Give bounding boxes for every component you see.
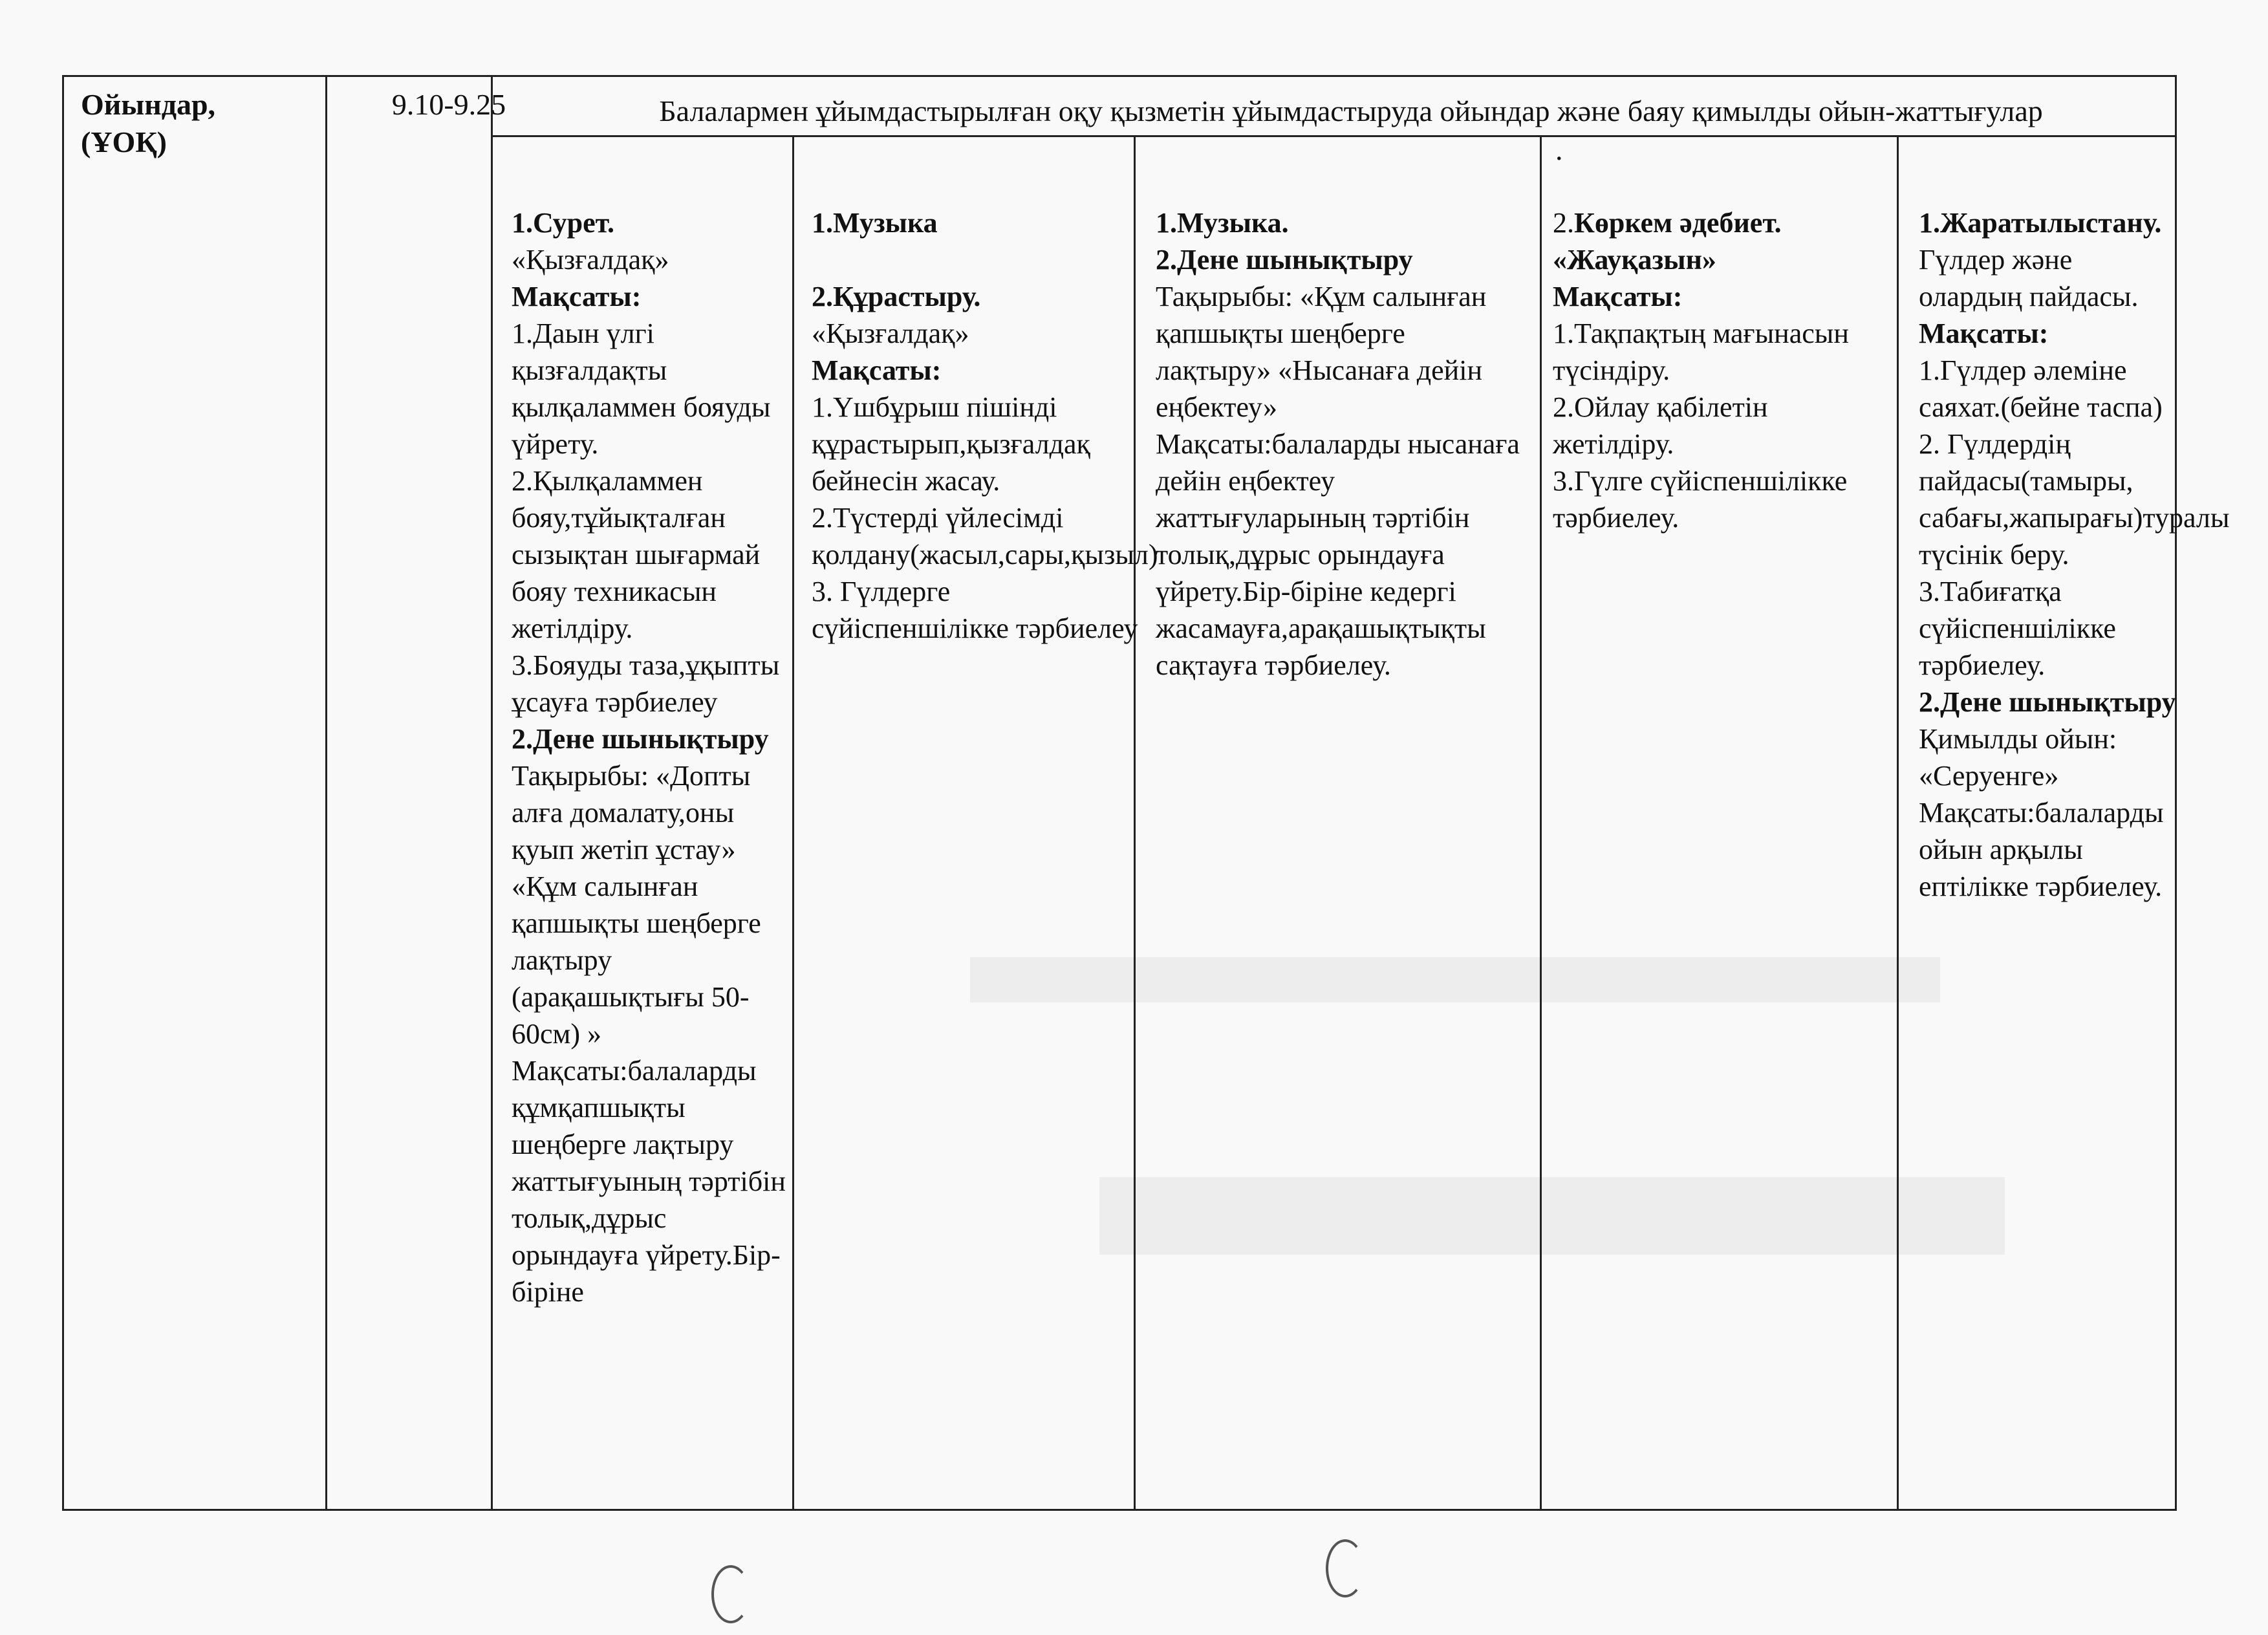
section-text: Тақырыбы: «Допты алға домалату,оны қуып жетіп ұстау» «Құм салынған қапшықты шеңберге лақтыру (арақашықтығы 50-60см) » Мақсаты:балаларды құмқапшықты шеңберге лақтыру жаттығуының тәртібін толық,дұрыс орындауға үйрету.Бір-біріне bbox=[512, 760, 786, 1308]
section-prefix: 2. bbox=[1553, 207, 1574, 239]
section-text: 1.Тақпақтың мағынасын түсіндіру. 2.Ойлау қабілетін жетілдіру. 3.Гүлге сүйіспеншілікке тәрбиелеу. bbox=[1553, 318, 1849, 534]
binder-hole-mark bbox=[1326, 1539, 1365, 1597]
header-divider bbox=[491, 135, 2175, 137]
section-heading: 1.Жаратылыстану. bbox=[1919, 207, 2162, 239]
day-column-2 bbox=[812, 168, 1158, 647]
section-text: Гүлдер және олардың пайдасы. bbox=[1919, 244, 2139, 312]
section-heading: 1.Музыка bbox=[812, 207, 938, 239]
time-slot: 9.10-9.25 bbox=[391, 88, 506, 121]
section-heading: Көркем әдебиет. «Жауқазын» Мақсаты: bbox=[1553, 207, 1782, 312]
section-text: Тақырыбы: «Құм салынған қапшықты шеңберге лақтыру» «Нысанаға дейін еңбектеу» Мақсаты:балаларды нысанаға дейін еңбектеу жаттығуларының тәртібін толық,дұрыс орындауға үйрету.Бір-біріне кедергі жасамауға,арақашықтықты сақтауға тәрбиелеу. bbox=[1156, 281, 1520, 681]
section-heading: 2.Дене шынықтыру bbox=[1919, 686, 2176, 718]
column-divider bbox=[1897, 135, 1899, 1509]
schedule-table bbox=[62, 75, 2230, 1511]
stray-dot: . bbox=[1555, 133, 1563, 166]
section-text: 1.Даын үлгі қызғалдақты қылқаламмен бояуды үйрету. 2.Қылқаламмен бояу,тұйықталған сызықтан шығармай бояу техникасын жетілдіру. 3.Бояуды таза,ұқыпты ұсауға тәрбиелеу bbox=[512, 318, 780, 718]
section-text: 1.Гүлдер әлеміне саяхат.(бейне таспа) 2. Гүлдердің пайдасы(тамыры, сабағы,жапырағы)туралы түсінік беру. 3.Табиғатқа сүйіспеншілікке тәрбиелеу. bbox=[1919, 354, 2230, 681]
day-column-5 bbox=[1919, 168, 2230, 905]
section-text: Қимылды ойын: «Серуенге» Мақсаты:балаларды ойын арқылы ептілікке тәрбиелеу. bbox=[1919, 723, 2164, 902]
section-heading: 2.Құрастыру. bbox=[812, 281, 981, 312]
column-divider bbox=[325, 77, 327, 1509]
column-divider bbox=[491, 77, 493, 1509]
section-heading: Мақсаты: bbox=[1919, 318, 2049, 349]
activity-header: Балалармен ұйымдастырылған оқу қызметін ұйымдастыруда ойындар және баяу қимылды ойын-жаттығулар bbox=[659, 94, 2043, 127]
day-column-4 bbox=[1553, 168, 1889, 536]
section-heading: Мақсаты: bbox=[812, 354, 942, 386]
day-column-1 bbox=[512, 168, 790, 1310]
section-heading: 1.Сурет. bbox=[512, 207, 614, 239]
column-divider bbox=[1540, 135, 1542, 1509]
section-heading: 1.Музыка. 2.Дене шынықтыру bbox=[1156, 207, 1413, 276]
section-text: «Қызғалдақ» bbox=[812, 318, 969, 349]
row-title: Ойындар, (ҰОҚ) bbox=[81, 88, 216, 158]
section-text: 1.Үшбұрыш пішінді құрастырып,қызғалдақ бейнесін жасау. 2.Түстерді үйлесімді қолдану(жасыл,сары,қызыл) 3. Гүлдерге сүйіспеншілікке тәрбиелеу bbox=[812, 391, 1158, 644]
column-divider bbox=[792, 135, 794, 1509]
day-column-3 bbox=[1156, 168, 1524, 684]
section-heading: Мақсаты: bbox=[512, 281, 642, 312]
binder-hole-mark bbox=[711, 1565, 750, 1623]
section-heading: 2.Дене шынықтыру bbox=[512, 723, 769, 755]
section-text: «Қызғалдақ» bbox=[512, 244, 669, 276]
